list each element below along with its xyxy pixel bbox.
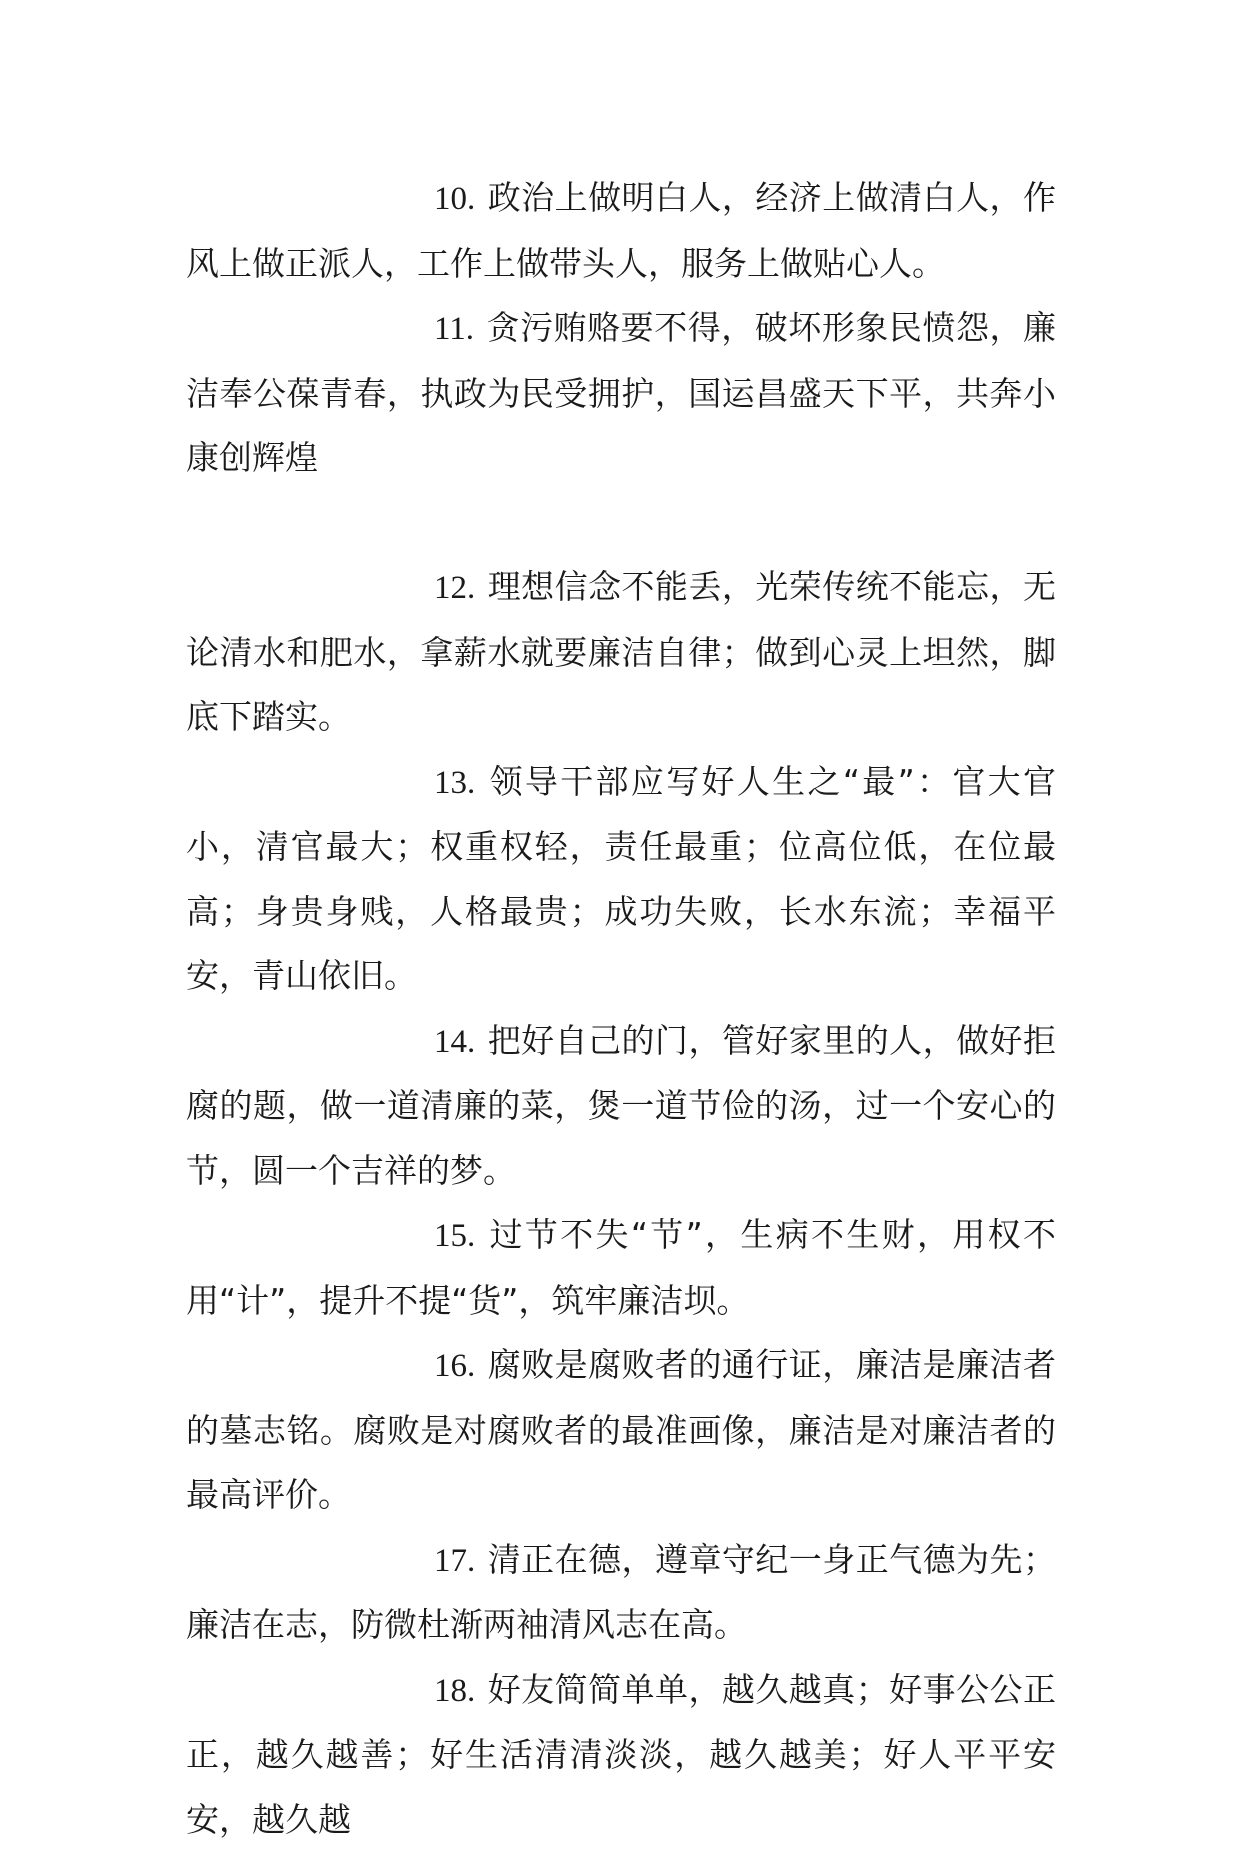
paragraph-number: 12. <box>310 556 475 621</box>
paragraph-number: 14. <box>310 1010 475 1075</box>
paragraph-text: 理想信念不能丢，光荣传统不能忘，无论清水和肥水，拿薪水就要廉洁自律；做到心灵上坦然，脚底下踏实。 <box>186 567 1056 736</box>
paragraph-text: 把好自己的门，管好家里的人，做好拒腐的题，做一道清廉的菜，煲一道节俭的汤，过一个安心的节，圆一个吉祥的梦。 <box>186 1021 1056 1190</box>
paragraph-15 <box>186 1203 1056 1333</box>
paragraph-text: 贪污贿赂要不得，破坏形象民愤怨，廉洁奉公葆青春，执政为民受拥护，国运昌盛天下平，共奔小康创辉煌 <box>186 308 1056 477</box>
paragraph-11 <box>186 296 1056 491</box>
paragraph-number: 17. <box>310 1529 475 1594</box>
paragraph-16 <box>186 1333 1056 1528</box>
paragraph-18 <box>186 1658 1056 1852</box>
paragraph-text: 好友简简单单，越久越真；好事公公正正，越久越善；好生活清清淡淡，越久越美；好人平平安安，越久越 <box>186 1670 1056 1839</box>
paragraph-number: 18. <box>310 1659 475 1724</box>
document-body <box>186 166 1056 1852</box>
blank-line <box>186 491 1056 556</box>
paragraph-12 <box>186 555 1056 750</box>
paragraph-text: 政治上做明白人，经济上做清白人，作风上做正派人，工作上做带头人，服务上做贴心人。 <box>186 178 1056 283</box>
paragraph-number: 11. <box>310 297 474 362</box>
paragraph-17 <box>186 1528 1056 1658</box>
paragraph-13 <box>186 750 1056 1009</box>
paragraph-number: 13. <box>310 751 475 816</box>
paragraph-number: 10. <box>310 167 475 232</box>
paragraph-text: 腐败是腐败者的通行证，廉洁是廉洁者的墓志铭。腐败是对腐败者的最准画像，廉洁是对廉洁者的最高评价。 <box>186 1345 1056 1514</box>
paragraph-text: 清正在德，遵章守纪一身正气德为先；廉洁在志，防微杜渐两袖清风志在高。 <box>186 1540 1056 1645</box>
paragraph-number: 16. <box>310 1334 475 1399</box>
paragraph-number: 15. <box>310 1204 475 1269</box>
paragraph-14 <box>186 1009 1056 1204</box>
paragraph-text: 领导干部应写好人生之“最”：官大官小，清官最大；权重权轻，责任最重；位高位低，在位最高；身贵身贱，人格最贵；成功失败，长水东流；幸福平安，青山依旧。 <box>186 762 1056 996</box>
paragraph-text: 过节不失“节”，生病不生财，用权不用“计”，提升不提“货”，筑牢廉洁坝。 <box>186 1215 1056 1320</box>
paragraph-10 <box>186 166 1056 296</box>
